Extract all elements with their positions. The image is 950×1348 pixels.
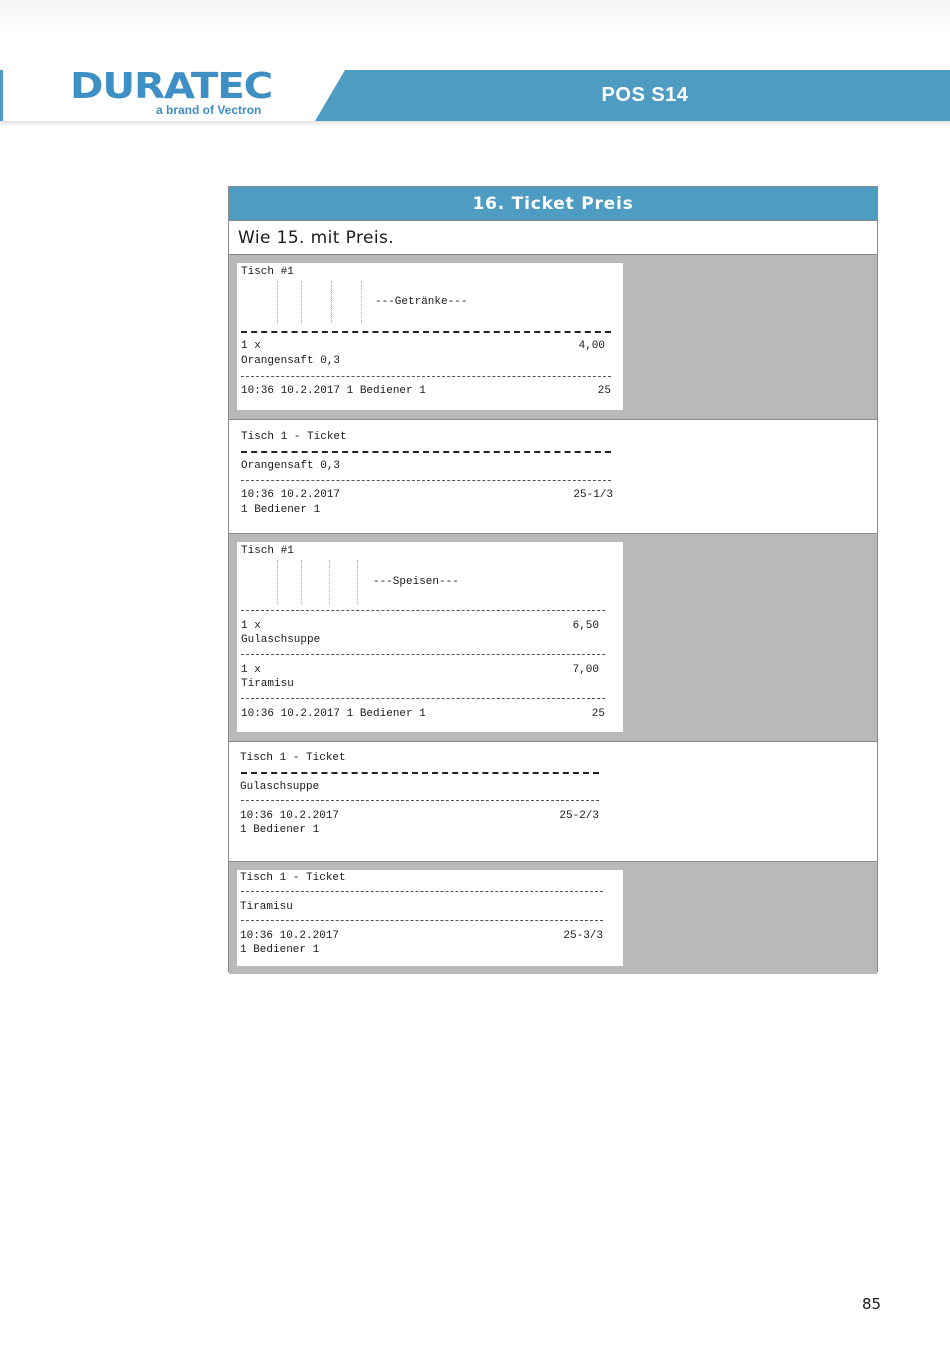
receipt-column-line (301, 560, 302, 604)
item-qty: 1 x (241, 620, 261, 632)
receipt-separator (241, 891, 603, 892)
receipt-column-line (331, 281, 332, 323)
receipt-footer: 10:36 10.2.2017 1 Bediener 1 (241, 708, 426, 720)
receipt-separator (241, 920, 603, 921)
receipt-tisch: Tisch #1 (241, 545, 294, 557)
header-title: POS S14 (601, 84, 689, 106)
logo-wordmark: DURATEC (70, 66, 273, 107)
ticket-datetime: 10:36 10.2.2017 (240, 930, 340, 942)
receipt-separator (241, 610, 605, 611)
kitchen-receipt-speisen (237, 542, 623, 732)
ticket-item: Gulaschsuppe (240, 781, 320, 793)
ticket-receipt-3 (237, 870, 623, 966)
ticket-number: 25-3/3 (563, 930, 603, 942)
kitchen-receipt-getraenke (237, 263, 623, 410)
receipt-footer: 10:36 10.2.2017 1 Bediener 1 (241, 385, 426, 397)
ticket-title: Tisch 1 - Ticket (241, 431, 347, 443)
item-price: 6,50 (572, 620, 599, 632)
ticket-operator: 1 Bediener 1 (241, 504, 321, 516)
receipt-column-line (357, 560, 358, 604)
item-name: Tiramisu (241, 678, 294, 690)
ticket-receipt-2 (237, 750, 623, 850)
ticket-title: Tisch 1 - Ticket (240, 872, 346, 884)
ticket-preis-table (228, 186, 878, 972)
receipt-row-ticket-3 (229, 862, 877, 974)
receipt-separator (241, 480, 611, 481)
logo-subtitle: a brand of Vectron (156, 103, 262, 117)
ticket-number: 25-2/3 (559, 810, 599, 822)
receipt-column-line (277, 560, 278, 604)
receipt-row-ticket-2 (229, 742, 877, 862)
table-description: Wie 15. mit Preis. (229, 221, 877, 255)
ticket-datetime: 10:36 10.2.2017 (241, 489, 341, 501)
receipt-separator (241, 451, 611, 453)
receipt-separator (241, 772, 599, 774)
receipt-row-getraenke (229, 255, 877, 420)
receipt-tisch: Tisch #1 (241, 266, 294, 278)
ticket-item: Tiramisu (240, 901, 293, 913)
receipt-separator (241, 376, 611, 377)
receipt-separator (241, 654, 605, 655)
receipt-row-speisen (229, 534, 877, 742)
item-name: Gulaschsuppe (241, 634, 321, 646)
ticket-item: Orangensaft 0,3 (241, 460, 341, 472)
receipt-section: ---Speisen--- (373, 576, 459, 588)
table-title: 16. Ticket Preis (229, 187, 877, 221)
receipt-column-line (361, 281, 362, 323)
ticket-receipt-1 (237, 428, 623, 528)
receipt-section: ---Getränke--- (375, 296, 468, 308)
receipt-separator (241, 800, 599, 801)
receipt-footer-number: 25 (591, 708, 605, 720)
receipt-column-line (301, 281, 302, 323)
item-qty: 1 x (241, 340, 261, 352)
item-price: 4,00 (578, 340, 605, 352)
item-price: 7,00 (572, 664, 599, 676)
receipt-row-ticket-1 (229, 420, 877, 534)
ticket-title: Tisch 1 - Ticket (240, 752, 346, 764)
ticket-operator: 1 Bediener 1 (240, 944, 320, 956)
page-number: 85 (862, 1295, 882, 1313)
duratec-logo (70, 66, 298, 122)
receipt-separator (241, 698, 605, 699)
header-left-accent (0, 70, 3, 122)
item-qty: 1 x (241, 664, 261, 676)
receipt-column-line (277, 281, 278, 323)
ticket-datetime: 10:36 10.2.2017 (240, 810, 340, 822)
receipt-footer-number: 25 (597, 385, 611, 397)
receipt-column-line (329, 560, 330, 604)
ticket-operator: 1 Bediener 1 (240, 824, 320, 836)
receipt-separator (241, 331, 611, 333)
ticket-number: 25-1/3 (573, 489, 613, 501)
item-name: Orangensaft 0,3 (241, 355, 341, 367)
